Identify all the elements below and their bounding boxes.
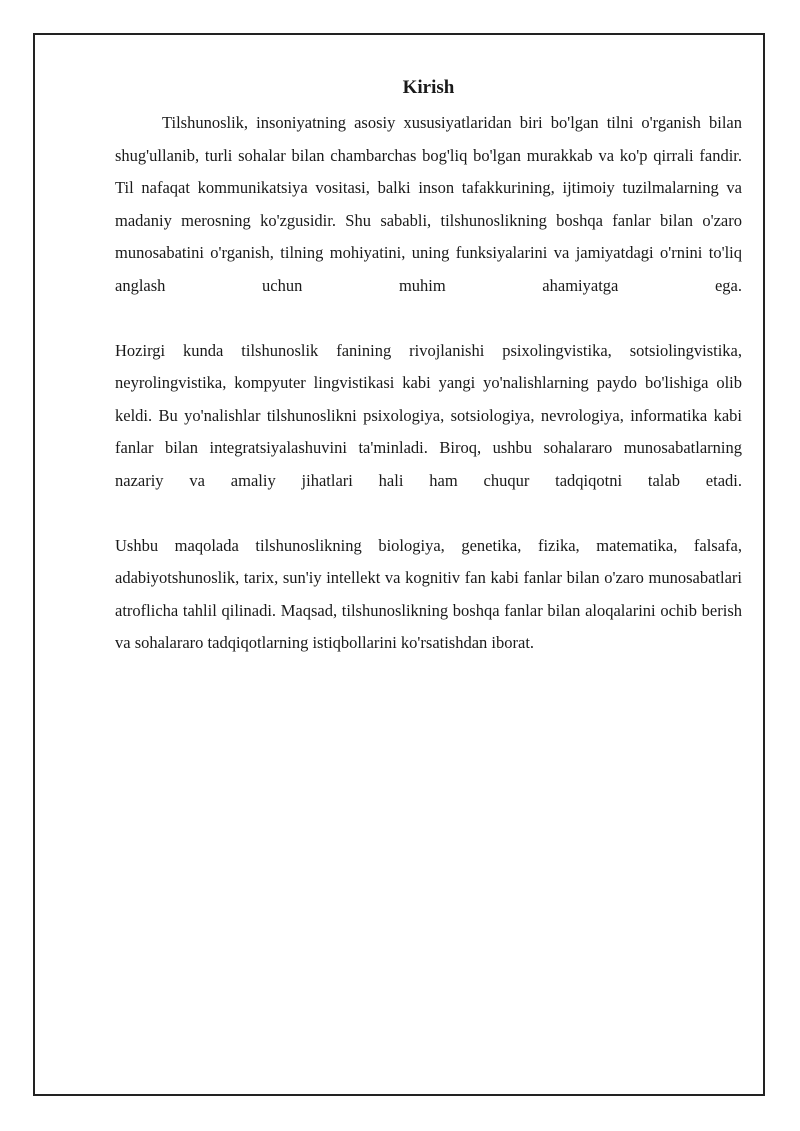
paragraph-intro: Tilshunoslik, insoniyatning asosiy xususiyatlaridan biri bo'lgan tilni o'rganish bilan shug'ullanib, turli sohalar bilan chambarchas bog'liq bo'lgan murakkab va ko'p qirrali fandir. Til nafaqat kommunikatsiya vositasi, balki inson tafakkurining, ijtimoiy tuzilmalarning va madaniy merosning ko'zgusidir. Shu sababli, tilshunoslikning boshqa fanlar bilan o'zaro munosabatini o'rganish, tilning mohiyatini, uning funksiyalarini va jamiyatdagi o'rnini to'liq anglash uchun muhim ahamiyatga ega.	[115, 113, 742, 295]
document-title: Kirish	[402, 77, 455, 98]
document-body	[115, 72, 742, 692]
paragraph-purpose: Ushbu maqolada tilshunoslikning biologiya, genetika, fizika, matematika, falsafa, adabiyotshunoslik, tarix, sun'iy intellekt va kognitiv fan kabi fanlar bilan o'zaro munosabatlari atroflicha tahlil qilinadi. Maqsad, tilshunoslikning boshqa fanlar bilan aloqalarini ochib berish va sohalararo tadqiqotlarning istiqbollarini ko'rsatishdan iborat.	[115, 535, 742, 652]
paragraph-current-state: Hozirgi kunda tilshunoslik fanining rivojlanishi psixolingvistika, sotsiolingvistika, neyrolingvistika, kompyuter lingvistikasi kabi yangi yo'nalishlarning paydo bo'lishiga olib keldi. Bu yo'nalishlar tilshunoslikni psixologiya, sotsiologiya, nevrologiya, informatika kabi fanlar bilan integratsiyalashuvini ta'minladi. Biroq, ushbu sohalararo munosabatlarning nazariy va amaliy jihatlari hali ham chuqur tadqiqotni talab etadi.	[115, 340, 742, 490]
